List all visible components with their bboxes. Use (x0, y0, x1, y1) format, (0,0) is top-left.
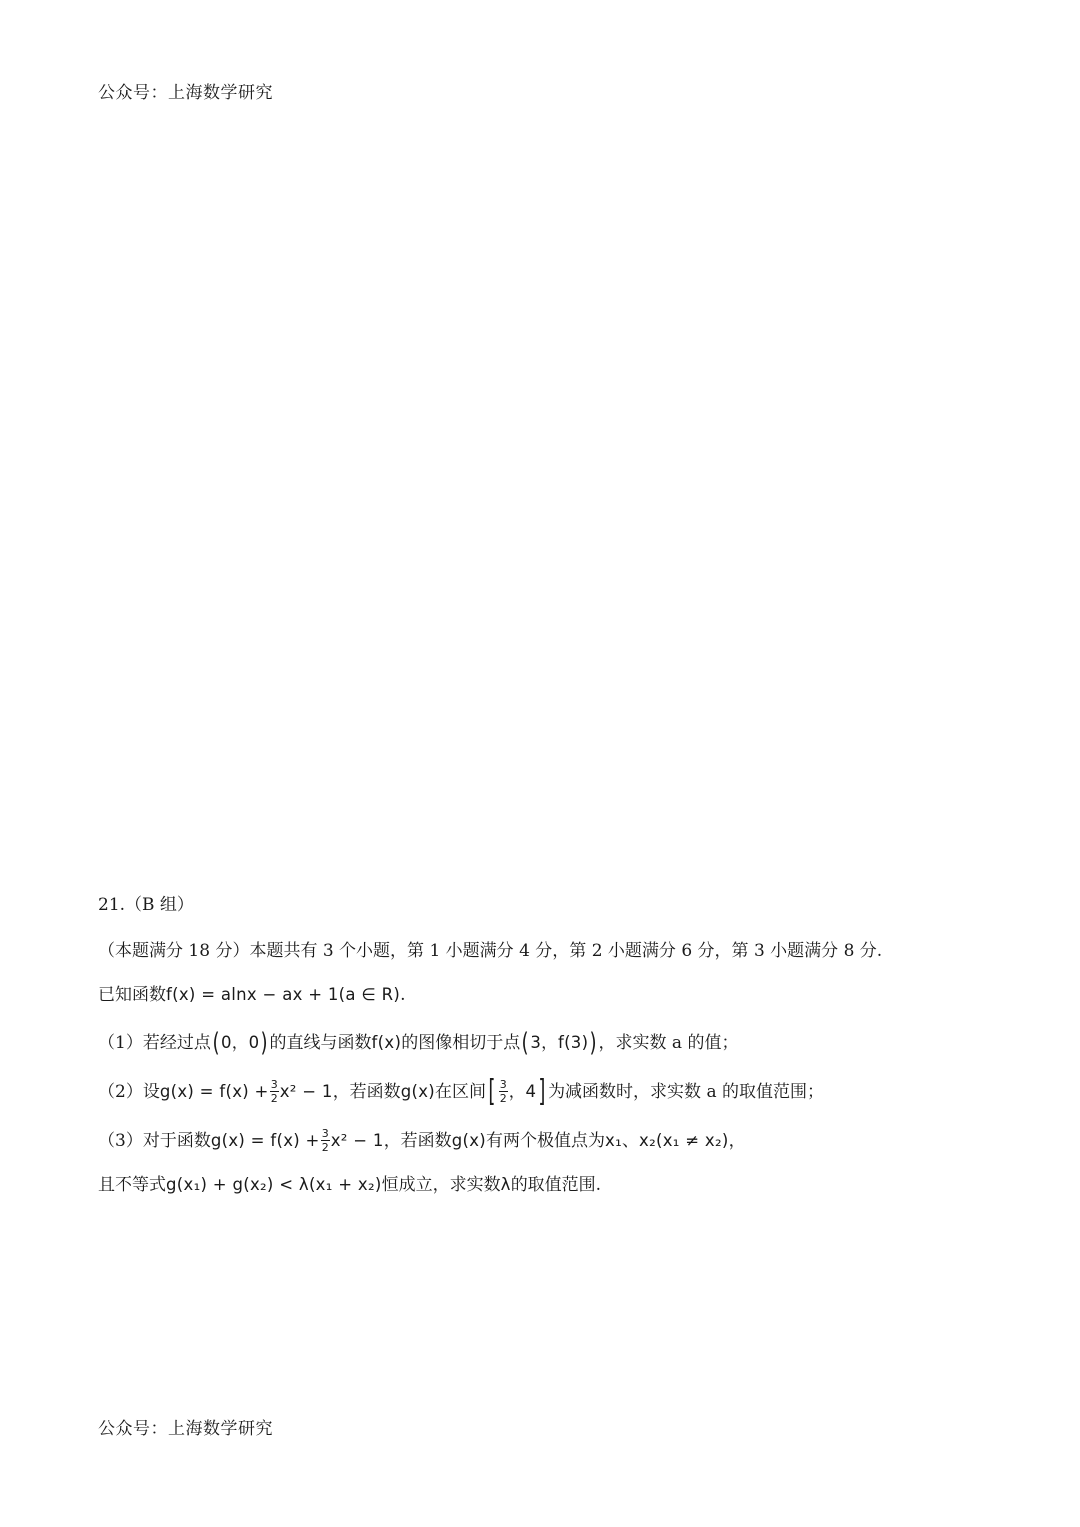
part-1-text-a: 若经过点 (142, 1033, 211, 1053)
point-tangent: 3，f(3) (530, 1033, 589, 1052)
problem-21 (98, 893, 998, 1197)
part-2-text-b: ，若函数 (332, 1081, 401, 1102)
left-bracket-glyph: [ (488, 1073, 496, 1109)
part-3-formula-b: x² − 1 (330, 1130, 384, 1150)
part-2-text-a: 设 (142, 1081, 160, 1102)
part-1-text-b: 的直线与函数 (269, 1033, 372, 1053)
part-2-gx: g(x) (400, 1081, 436, 1101)
part-3-cont-text-a: 且不等式 (98, 1175, 166, 1195)
part-3 (98, 1128, 998, 1153)
lambda-symbol: λ (500, 1175, 511, 1194)
part-1-fx: f(x) (371, 1033, 402, 1052)
page-footer: 公众号：上海数学研究 (98, 1419, 273, 1439)
fraction-three-halves (321, 1128, 330, 1153)
given-suffix: . (400, 985, 406, 1005)
part-2-label: （2） (98, 1081, 143, 1102)
part-3-label: （3） (98, 1130, 143, 1151)
extreme-point-x1: x₁ (605, 1130, 622, 1150)
given-prefix: 已知函数 (98, 985, 166, 1005)
fraction-three-halves (270, 1079, 279, 1104)
extreme-point-x2: x₂(x₁ ≠ x₂) (639, 1130, 729, 1150)
left-paren-glyph: ( (212, 1028, 220, 1058)
inequality-formula: g(x₁) + g(x₂) < λ(x₁ + x₂) (166, 1175, 382, 1194)
part-1-text-d: ，求实数 a 的值； (598, 1033, 739, 1053)
right-paren-glyph: ) (260, 1028, 269, 1058)
fraction-denominator: 2 (321, 1141, 329, 1154)
part-1 (98, 1028, 998, 1058)
problem-score-note: （本题满分 18 分）本题共有 3 个小题，第 1 小题满分 4 分，第 2 小题满分 6 分，第 3 小题满分 8 分. (98, 941, 883, 961)
part-2-text-d: 为减函数时，求实数 a 的取值范围； (548, 1081, 825, 1102)
page-header: 公众号：上海数学研究 (98, 83, 273, 103)
part-3-text-c: 有两个极值点为 (486, 1130, 606, 1151)
point-origin: 0，0 (220, 1033, 260, 1052)
fraction-numerator: 3 (499, 1078, 507, 1091)
part-3-continued (98, 1173, 998, 1197)
part-3-text-b: ，若函数 (383, 1130, 452, 1151)
part-2-text-c: 在区间 (435, 1081, 487, 1102)
fraction-numerator: 3 (270, 1078, 278, 1091)
interval-right-end: ，4 (508, 1081, 537, 1101)
part-2-formula-a: g(x) = f(x) + (159, 1081, 269, 1101)
enumeration-comma: 、 (622, 1130, 639, 1151)
part-1-label: （1） (98, 1033, 143, 1053)
part-3-text-a: 对于函数 (142, 1130, 211, 1151)
fraction-denominator: 2 (270, 1092, 278, 1105)
part-3-formula-a: g(x) = f(x) + (210, 1130, 320, 1150)
problem-number: 21.（B 组） (98, 895, 194, 915)
right-bracket-glyph: ] (538, 1073, 546, 1109)
part-3-cont-text-c: 的取值范围. (510, 1175, 602, 1195)
right-paren-glyph: ) (589, 1028, 597, 1058)
fraction-numerator: 3 (321, 1127, 329, 1140)
fraction-denominator: 2 (499, 1092, 507, 1105)
left-paren-glyph: ( (521, 1028, 529, 1058)
given-formula: f(x) = alnx − ax + 1(a ∈ R) (166, 985, 401, 1004)
interval-left-fraction (499, 1079, 508, 1104)
part-3-text-d: ， (728, 1130, 746, 1151)
part-2-formula-b: x² − 1 (279, 1081, 333, 1101)
part-2 (98, 1073, 998, 1109)
part-3-cont-text-b: 恒成立，求实数 (381, 1175, 501, 1195)
part-3-gx: g(x) (451, 1130, 487, 1150)
part-1-text-c: 的图像相切于点 (401, 1033, 521, 1053)
problem-given (98, 983, 998, 1007)
